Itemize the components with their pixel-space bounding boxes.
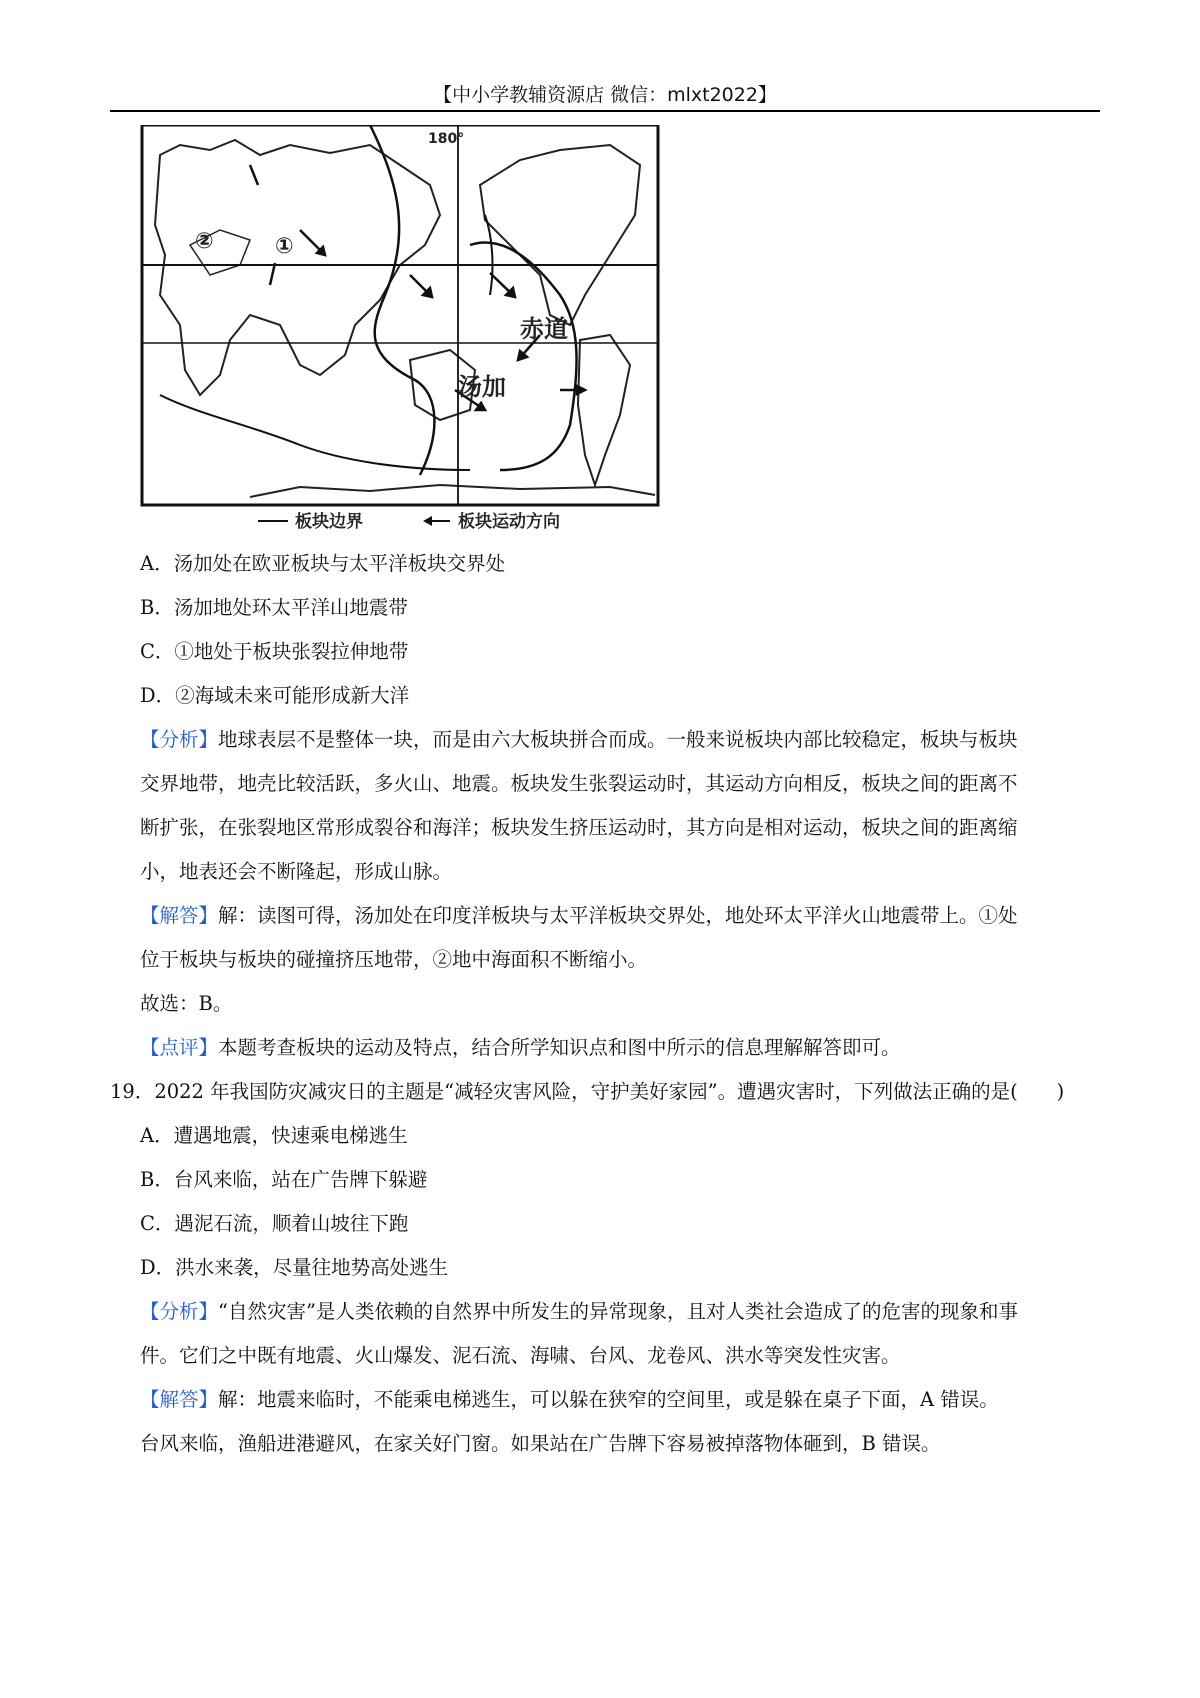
q18-answer-choice: 故选：B。 [140,992,233,1015]
q18-answer-tag: 【解答】 [140,904,219,927]
q18-analysis-line-3: 断扩张，在张裂地区常形成裂谷和海洋；板块发生挤压运动时，其方向是相对运动，板块之间的距离缩 [140,816,1018,839]
q19-option-c: C．遇泥石流，顺着山坡往下跑 [140,1212,409,1235]
label-mark-2: ② [195,229,214,254]
q19-answer-text-1: 解：地震来临时，不能乘电梯逃生，可以躲在狭窄的空间里，或是躲在桌子下面，A 错误。 [218,1388,999,1411]
q18-analysis-text-1: 地球表层不是整体一块，而是由六大板块拼合而成。一般来说板块内部比较稳定，板块与板块 [218,728,1018,751]
q18-comment-text: 本题考查板块的运动及特点，结合所学知识点和图中所示的信息理解解答即可。 [218,1036,901,1059]
q19-answer-tag: 【解答】 [140,1388,219,1411]
q19-analysis-text-1: “自然灾害”是人类依赖的自然界中所发生的异常现象，且对人类社会造成了的危害的现象和事 [218,1300,1018,1323]
q18-analysis-line-1 [140,728,1100,752]
page-header: 【中小学教辅资源店 微信：mlxt2022】 [433,84,777,106]
q19-option-a: A．遭遇地震，快速乘电梯逃生 [140,1124,408,1147]
q18-comment-tag: 【点评】 [140,1036,219,1059]
q18-option-b: B．汤加地处环太平洋山地震带 [140,596,408,619]
plate-map-svg [140,125,720,580]
map-frame [142,125,658,505]
label-equator: 赤道 [520,315,568,343]
q19-option-d: D．洪水来袭，尽量往地势高处逃生 [140,1256,449,1279]
q18-answer-line-1 [140,904,1100,928]
q18-option-c: C．①地处于板块张裂拉伸地带 [140,640,409,663]
q18-answer-text-1: 解：读图可得，汤加处在印度洋板块与太平洋板块交界处，地处环太平洋火山地震带上。①处 [218,904,1018,927]
label-tonga: 汤加 [458,373,506,401]
q18-analysis-line-4: 小，地表还会不断隆起，形成山脉。 [140,860,453,883]
q18-analysis-line-2: 交界地带，地壳比较活跃，多火山、地震。板块发生张裂运动时，其运动方向相反，板块之间的距离不 [140,772,1018,795]
legend-direction-label: 板块运动方向 [458,512,560,532]
q18-option-d: D．②海域未来可能形成新大洋 [140,684,410,707]
q19-stem: 19．2022 年我国防灾减灾日的主题是“减轻灾害风险，守护美好家园”。遭遇灾害时，下列做法正确的是( ) [110,1080,1065,1103]
q19-answer-line-2: 台风来临，渔船进港避风，在家关好门窗。如果站在广告牌下容易被掉落物体砸到，B 错误。 [140,1432,941,1455]
q18-answer-line-2: 位于板块与板块的碰撞挤压地带，②地中海面积不断缩小。 [140,948,648,971]
label-mark-1: ① [275,234,294,259]
q18-comment [140,1036,1100,1060]
q18-analysis-tag: 【分析】 [140,728,219,751]
header-rule [110,110,1100,112]
legend-arrow-head [423,516,432,526]
q19-answer-line-1 [140,1388,1100,1412]
legend-boundary-label: 板块边界 [295,512,363,532]
q19-analysis-line-1 [140,1300,1100,1324]
q19-analysis-line-2: 件。它们之中既有地震、火山爆发、泥石流、海啸、台风、龙卷风、洪水等突发性灾害。 [140,1344,901,1367]
plate-map [140,125,720,580]
label-180: 180° [428,131,465,147]
q19-analysis-tag: 【分析】 [140,1300,219,1323]
q18-option-a: A．汤加处在欧亚板块与太平洋板块交界处 [140,552,506,575]
q19-option-b: B．台风来临，站在广告牌下躲避 [140,1168,428,1191]
